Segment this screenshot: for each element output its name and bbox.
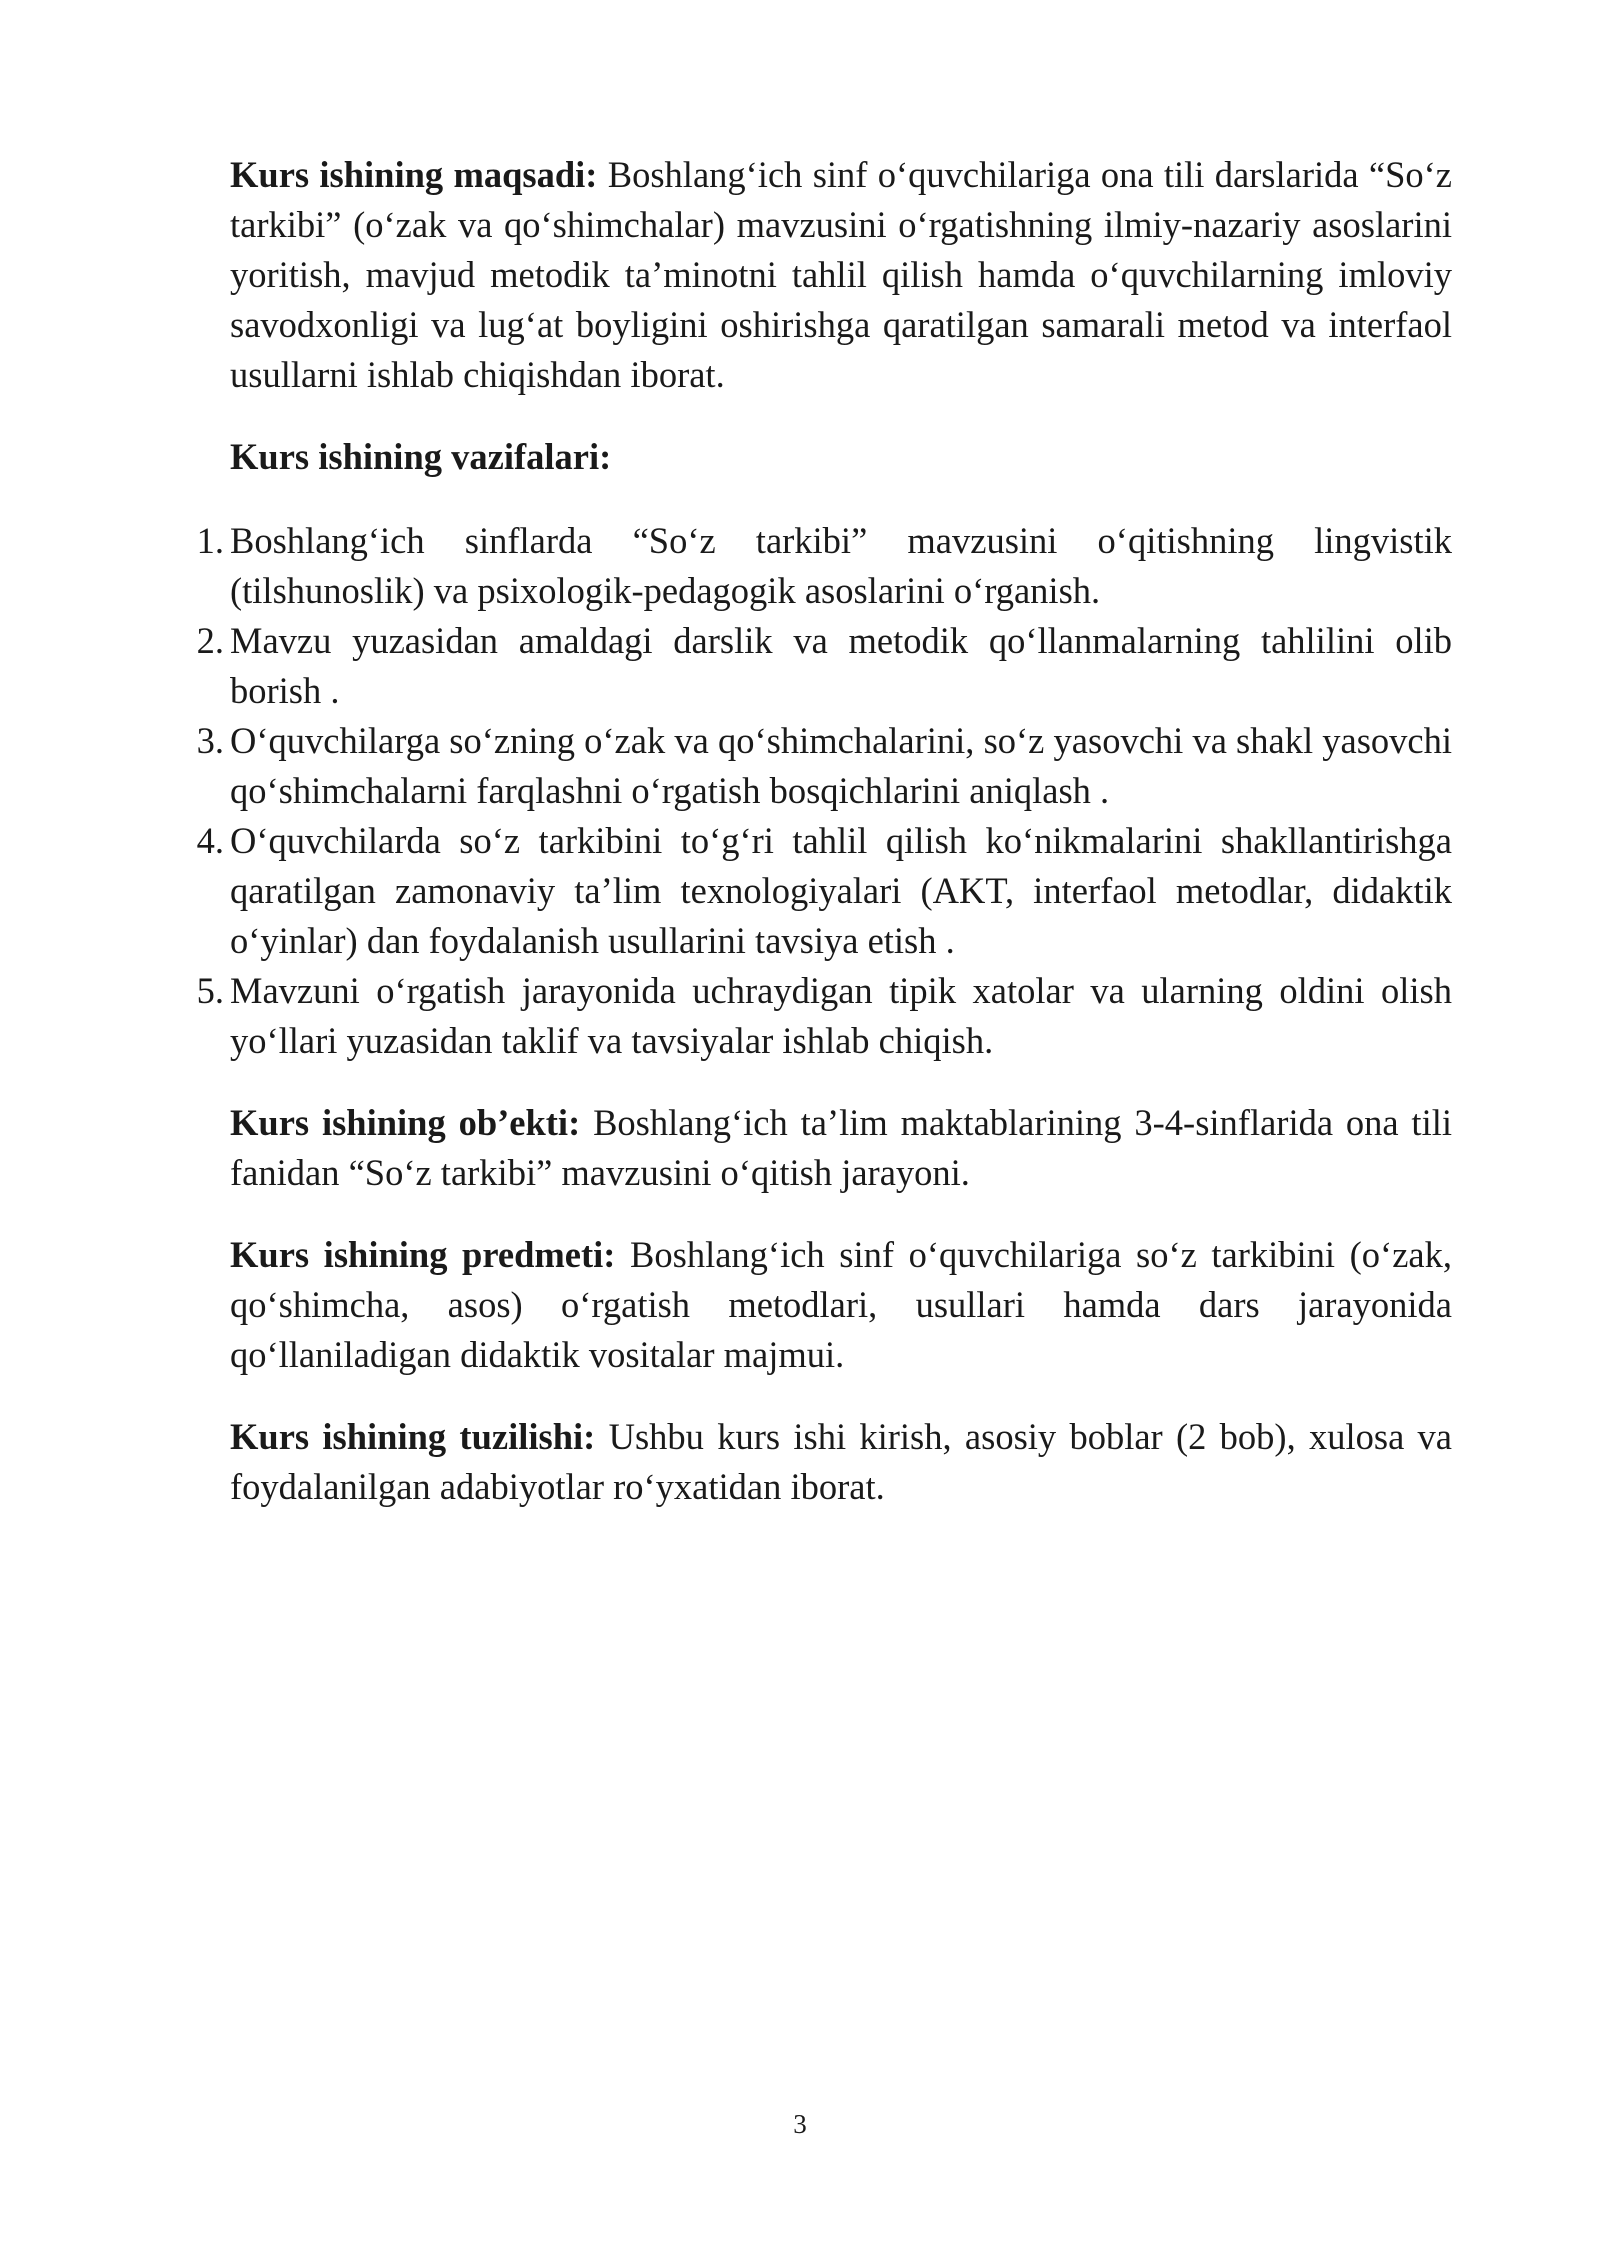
object-label: Kurs ishining ob’ekti: — [230, 1102, 581, 1143]
structure-text: Ushbu kurs ishi kirish, asosiy boblar (2 bob), xulosa va foydalanilgan adabiyotlar ro‘yxatidan iborat. — [230, 1416, 1453, 1507]
list-item — [196, 616, 1452, 716]
goal-paragraph — [230, 150, 1452, 400]
subject-label: Kurs ishining predmeti: — [230, 1234, 616, 1275]
list-item-number: 3. — [196, 720, 224, 761]
page-content — [196, 150, 1453, 1544]
goal-label: Kurs ishining maqsadi: — [230, 154, 598, 195]
subject-paragraph — [230, 1230, 1452, 1380]
list-item-text: Mavzu yuzasidan amaldagi darslik va metodik qo‘llanmalarning tahlilini olib borish . — [230, 620, 1452, 711]
list-item-text: Boshlang‘ich sinflarda “So‘z tarkibi” mavzusini o‘qitishning lingvistik (tilshunoslik) va psixologik-pedagogik asoslarini o‘rganish. — [230, 520, 1452, 611]
subject-text: Boshlang‘ich sinf o‘quvchilariga so‘z tarkibini (o‘zak, qo‘shimcha, asos) o‘rgatish metodlari, usullari hamda dars jarayonida qo‘llaniladigan didaktik vositalar majmui. — [230, 1234, 1452, 1375]
list-item-text: Mavzuni o‘rgatish jarayonida uchraydigan tipik xatolar va ularning oldini olish yo‘llari yuzasidan taklif va tavsiyalar ishlab chiqish. — [230, 970, 1452, 1061]
object-paragraph — [230, 1098, 1452, 1198]
list-item-number: 2. — [196, 620, 224, 661]
page-number: 3 — [793, 2109, 807, 2139]
list-item-text: O‘quvchilarga so‘zning o‘zak va qo‘shimchalarini, so‘z yasovchi va shakl yasovchi qo‘shimchalarni farqlashni o‘rgatish bosqichlarini aniqlash . — [230, 720, 1452, 811]
tasks-heading: Kurs ishining vazifalari: — [230, 436, 612, 477]
object-text: Boshlang‘ich ta’lim maktablarining 3-4-sinflarida ona tili fanidan “So‘z tarkibi” mavzusini o‘qitish jarayoni. — [230, 1102, 1452, 1193]
list-item-number: 5. — [196, 970, 224, 1011]
list-item — [196, 816, 1452, 966]
list-item-number: 1. — [196, 520, 224, 561]
list-item — [196, 966, 1452, 1066]
structure-label: Kurs ishining tuzilishi: — [230, 1416, 596, 1457]
list-item-text: O‘quvchilarda so‘z tarkibini to‘g‘ri tahlil qilish ko‘nikmalarini shakllantirishga qaratilgan zamonaviy ta’lim texnologiyalari (AKT, interfaol metodlar, didaktik o‘yinlar) dan foydalanish usullarini tavsiya etish . — [230, 820, 1452, 961]
list-item — [196, 716, 1452, 816]
list-item — [196, 516, 1452, 616]
tasks-list — [196, 516, 1452, 1066]
list-item-number: 4. — [196, 820, 224, 861]
structure-paragraph — [230, 1412, 1452, 1512]
goal-text: Boshlang‘ich sinf o‘quvchilariga ona tili darslarida “So‘z tarkibi” (o‘zak va qo‘shimchalar) mavzusini o‘rgatishning ilmiy-nazariy asoslarini yoritish, mavjud metodik ta’minotni tahlil qilish hamda o‘quvchilarning imloviy savodxonligi va lug‘at boyligini oshirishga qaratilgan samarali metod va interfaol usullarni ishlab chiqishdan iborat. — [230, 154, 1452, 395]
